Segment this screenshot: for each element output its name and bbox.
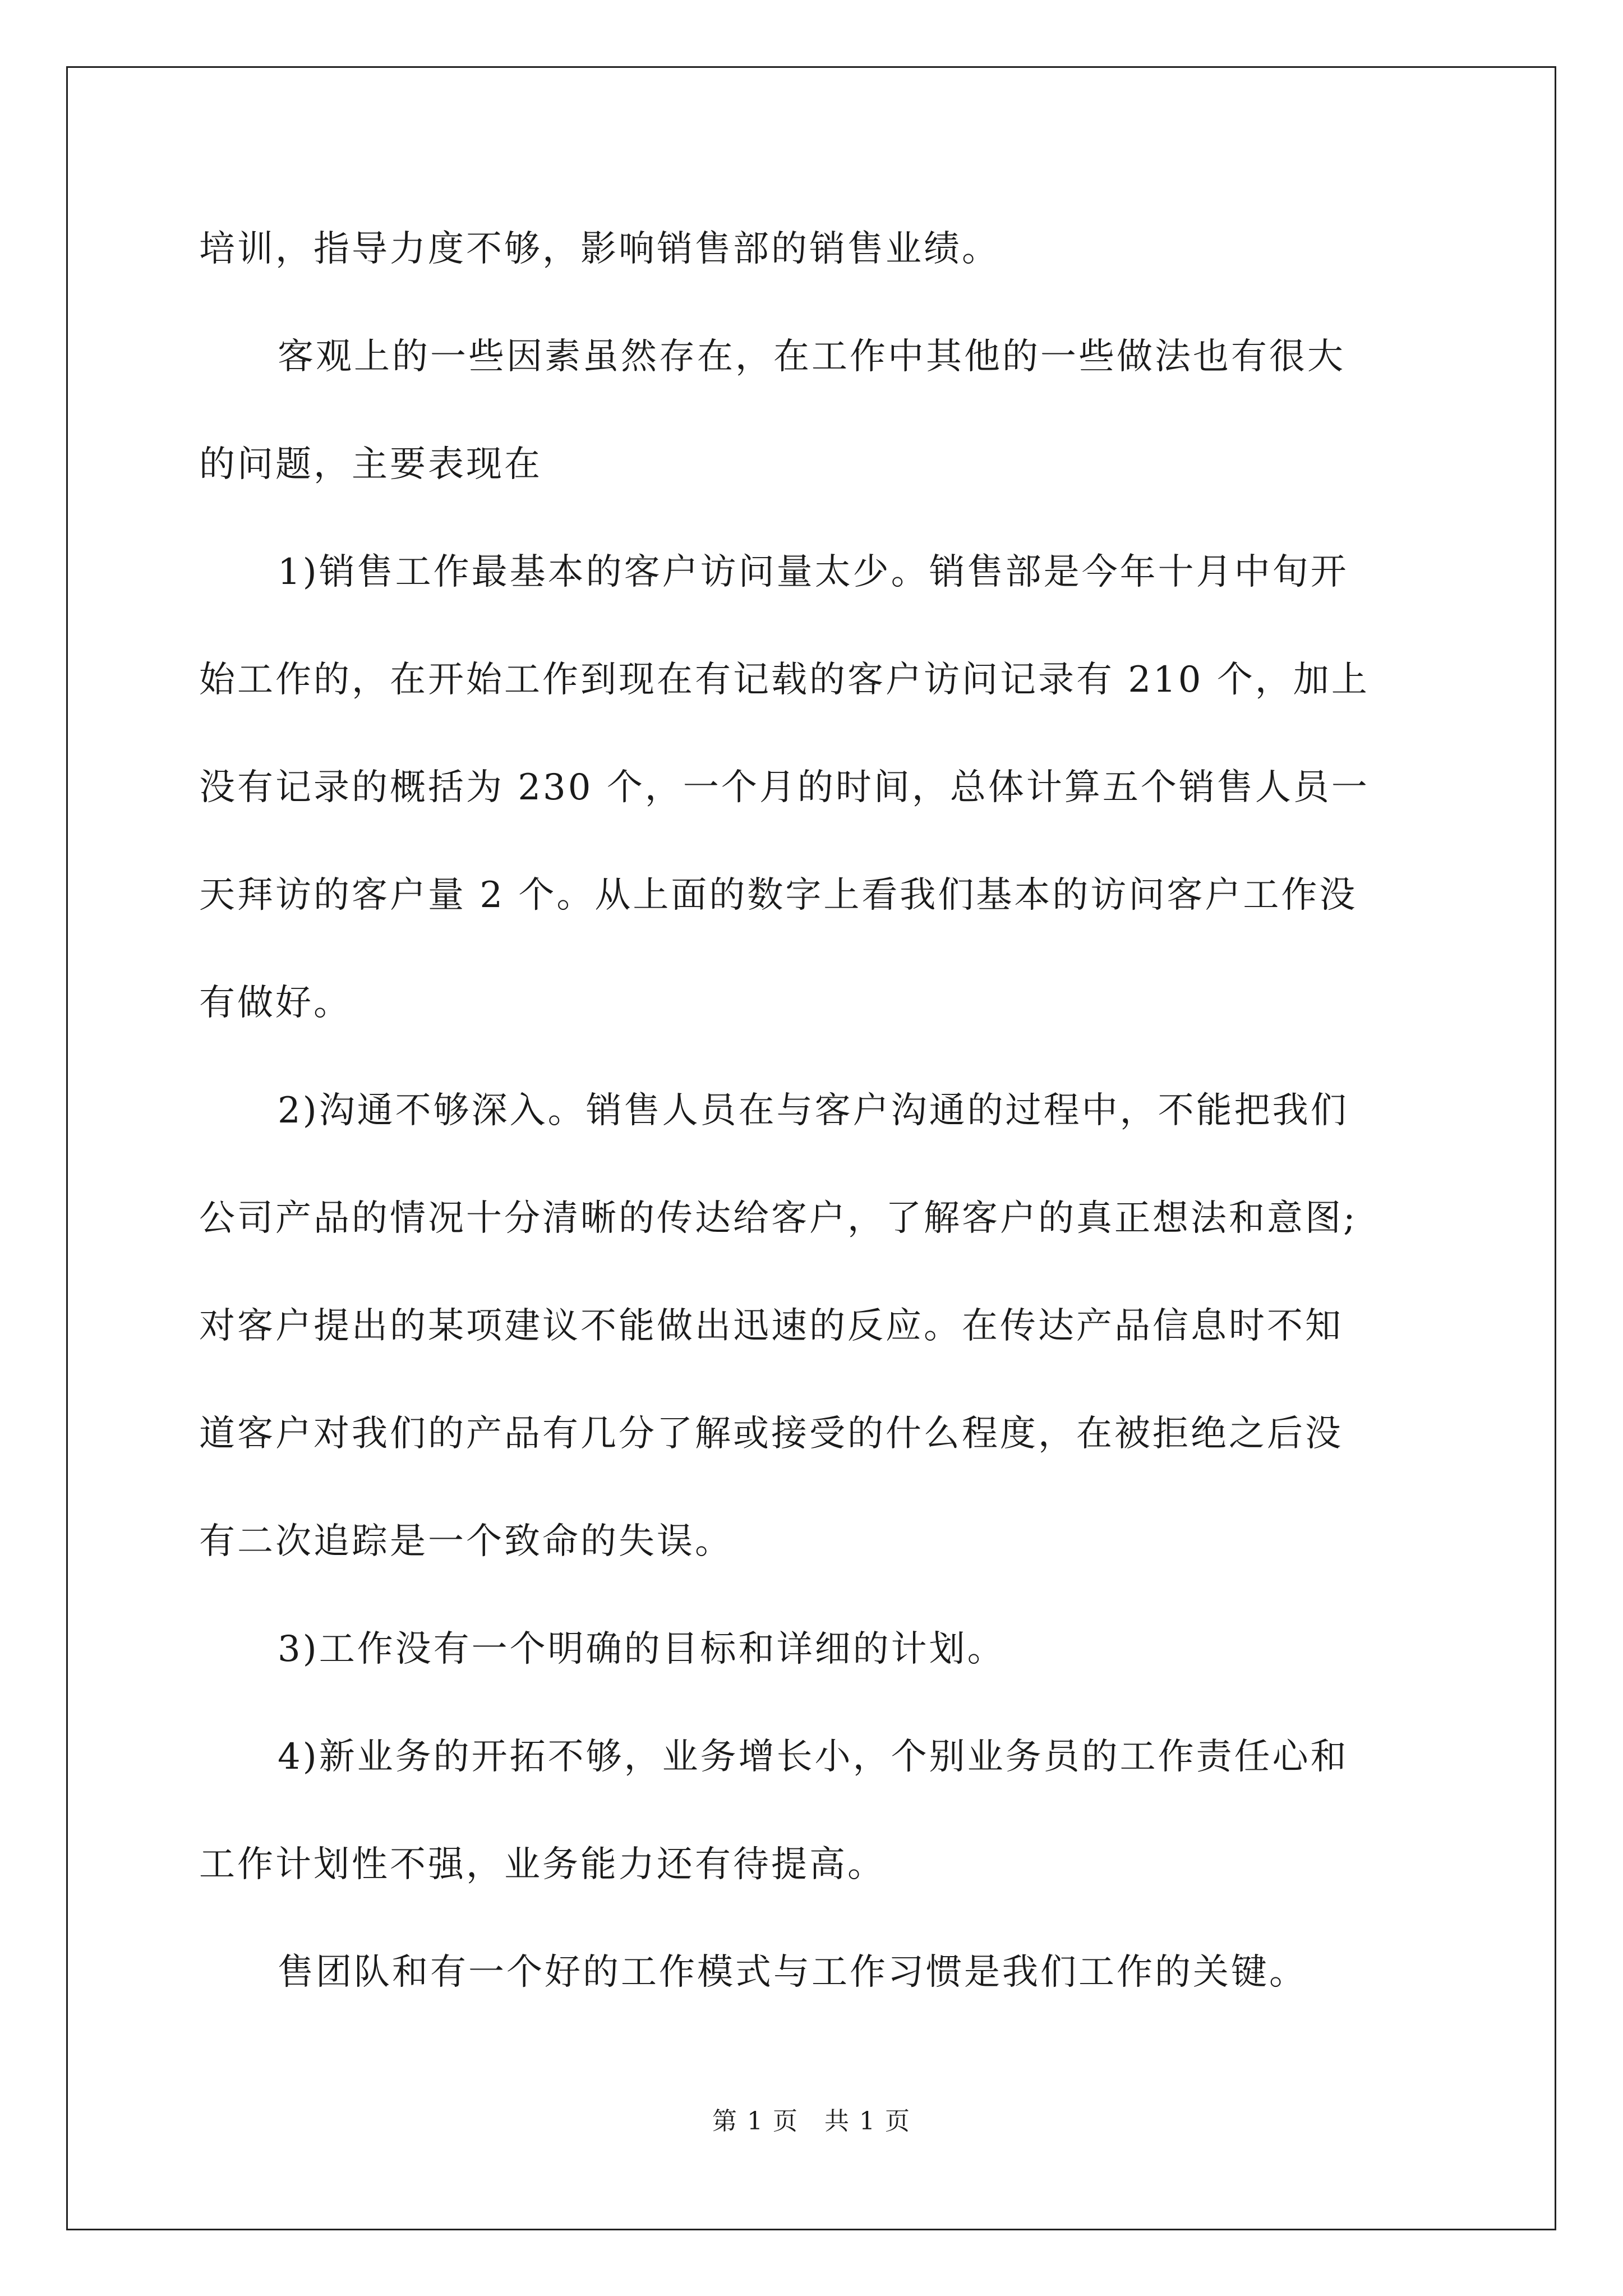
text-line: 没有记录的概括为 230 个，一个月的时间，总体计算五个销售人员一: [199, 767, 1370, 808]
text-line: 公司产品的情况十分清晰的传达给客户，了解客户的真正想法和意图;: [199, 1198, 1358, 1239]
page-border: [66, 66, 1556, 2230]
text-line: 的问题，主要表现在: [199, 444, 542, 485]
text-line: 天拜访的客户量 2 个。从上面的数字上看我们基本的访问客户工作没: [199, 875, 1358, 916]
text-line: 客观上的一些因素虽然存在，在工作中其他的一些做法也有很大: [278, 336, 1345, 378]
text-line: 2)沟通不够深入。销售人员在与客户沟通的过程中，不能把我们: [278, 1090, 1349, 1131]
text-line: 3)工作没有一个明确的目标和详细的计划。: [278, 1628, 1006, 1670]
text-line: 有二次追踪是一个致命的失误。: [199, 1521, 733, 1562]
page-footer: 第 1 页 共 1 页: [712, 2107, 911, 2136]
text-line: 有做好。: [199, 982, 352, 1024]
text-line: 工作计划性不强，业务能力还有待提高。: [199, 1844, 886, 1885]
text-line: 培训，指导力度不够，影响销售部的销售业绩。: [199, 228, 1000, 270]
text-line: 售团队和有一个好的工作模式与工作习惯是我们工作的关键。: [278, 1952, 1307, 1993]
text-line: 1)销售工作最基本的客户访问量太少。销售部是今年十月中旬开: [278, 551, 1349, 593]
text-line: 始工作的，在开始工作到现在有记载的客户访问记录有 210 个，加上: [199, 659, 1370, 701]
text-line: 道客户对我们的产品有几分了解或接受的什么程度，在被拒绝之后没: [199, 1413, 1343, 1455]
text-line: 4)新业务的开拓不够，业务增长小，个别业务员的工作责任心和: [278, 1736, 1349, 1778]
text-line: 对客户提出的某项建议不能做出迅速的反应。在传达产品信息时不知: [199, 1305, 1343, 1347]
